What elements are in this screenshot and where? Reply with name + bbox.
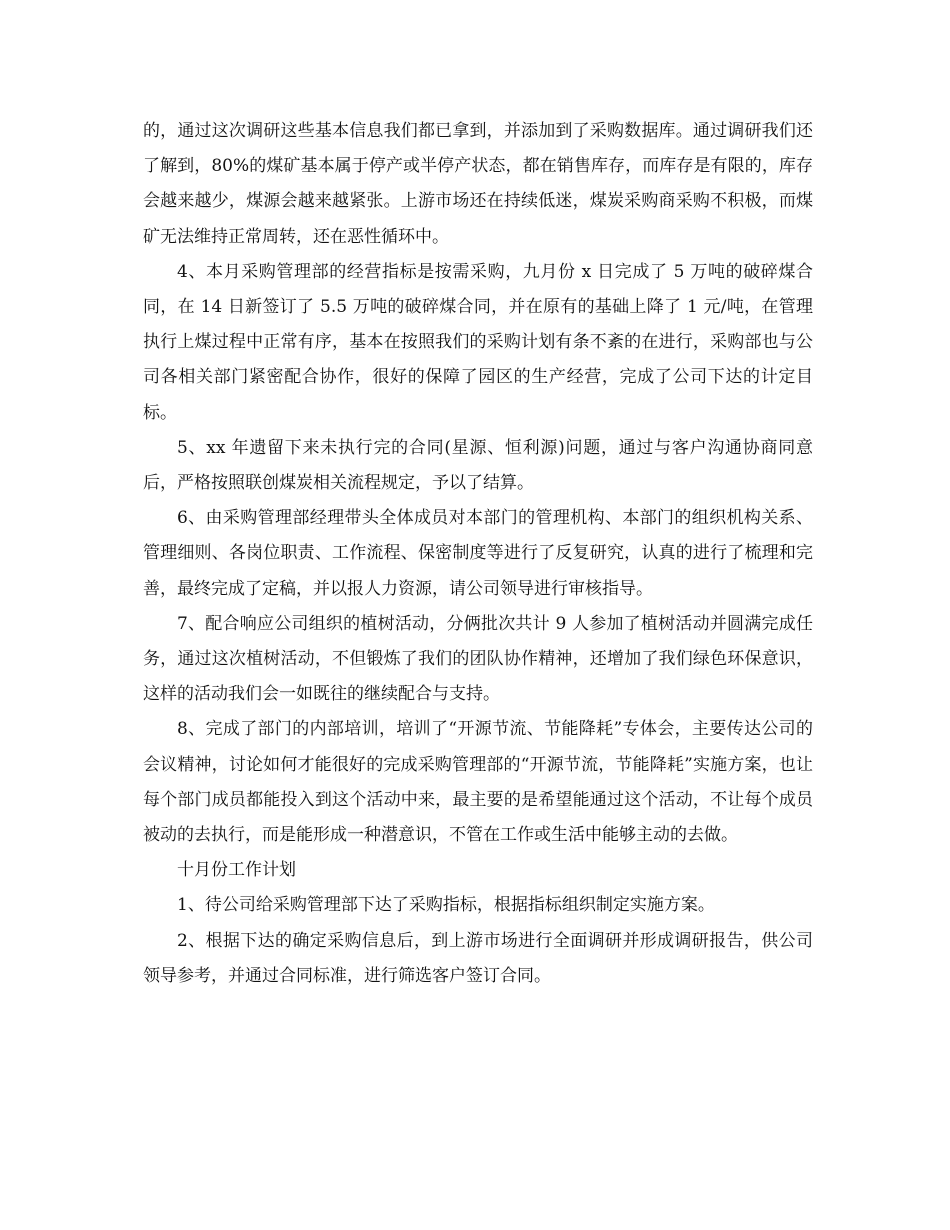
paragraph [143,853,813,888]
paragraph-line: 进行了梳理和完善，最终完成了定稿，并以报人力资源，请公司领导进行审核指 [143,543,814,599]
paragraph-line: 吨，在管理执行上煤过程中正常有序，基本在按照我们的采购计划有条不紊的在 [143,297,814,353]
paragraph [143,924,813,994]
paragraph-line: 导。 [619,578,653,599]
paragraph-line: 7、配合响应公司组织的植树活动，分俩批次共计 9 人参加了植树活动并圆满 [177,613,762,634]
paragraph-line: 1、待公司给采购管理部下达了采购指标，根据指标组织制定实施方案。 [177,895,715,916]
paragraph-line: 耗”实施方案，也让每个部门成员都能投入到这个活动中来，最主要的是希望能通 [143,754,813,810]
paragraph [143,501,813,607]
paragraph-line: 研我们还了解到，80%的煤矿基本属于停产或半停产状态，都在销售库存，而库存 [143,121,814,177]
paragraph-line: 过这个活动，不让每个成员被动的去执行，而是能形成一种潜意识，不管在工作 [143,789,814,846]
paragraph-line: 4、本月采购管理部的经营指标是按需采购，九月份 x 日完成了 5 万吨的破碎 [177,261,779,282]
paragraph [143,607,813,713]
paragraph-line: 5、xx 年遗留下来未执行完的合同(星源、恒利源)问题，通过与客户沟通协商 [177,437,779,458]
paragraph-line: 8、完成了部门的内部培训，培训了“开源节流、节能降耗”专体会，主要传达 [177,719,762,740]
paragraph [143,431,813,501]
paragraph-line: 营，完成了公司下达的计定目标。 [143,367,814,423]
paragraph [143,114,813,255]
paragraph-line: 6、由采购管理部经理带头全体成员对本部门的管理机构、本部门的组织机构 [177,508,762,529]
paragraph [143,888,813,923]
paragraph-line: 煤合同，在 14 日新签订了 5.5 万吨的破碎煤合同，并在原有的基础上降了 1 元/ [143,261,813,318]
paragraph-line: 关系、管理细则、各岗位职责、工作流程、保密制度等进行了反复研究，认真的 [143,508,813,564]
paragraph-line: 同意后，严格按照联创煤炭相关流程规定，予以了结算。 [143,437,813,494]
paragraph [143,255,813,431]
document-body [143,114,813,994]
paragraph-line: 供公司领导参考，并通过合同标准，进行筛选客户签订合同。 [143,930,813,986]
paragraph-line: 进行，采购部也与公司各相关部门紧密配合协作，很好的保障了园区的生产经 [143,332,814,388]
paragraph-line: 是有限的，库存会越来越少，煤源会越来越紧张。上游市场还在持续低迷，煤炭 [143,156,813,212]
paragraph-line: 2、根据下达的确定采购信息后，到上游市场进行全面调研并形成调研报告， [177,930,762,951]
paragraph-line: 完成任务，通过这次植树活动，不但锻炼了我们的团队协作精神，还增加了我们 [143,613,813,670]
paragraph-line: 的，通过这次调研这些基本信息我们都已拿到，并添加到了采购数据库。通过调 [143,121,745,141]
paragraph-line: 十月份工作计划 [177,860,296,881]
paragraph-line: 或生活中能够主动的去做。 [534,825,738,846]
paragraph-line: 采购商采购不积极，而煤矿无法维持正常周转，还在恶性循环中。 [143,191,814,247]
paragraph-line: 公司的会议精神，讨论如何才能很好的完成采购管理部的“开源节流，节能降 [143,719,814,775]
paragraph-line: 绿色环保意识，这样的活动我们会一如既往的继续配合与支持。 [143,649,814,705]
paragraph [143,712,813,853]
